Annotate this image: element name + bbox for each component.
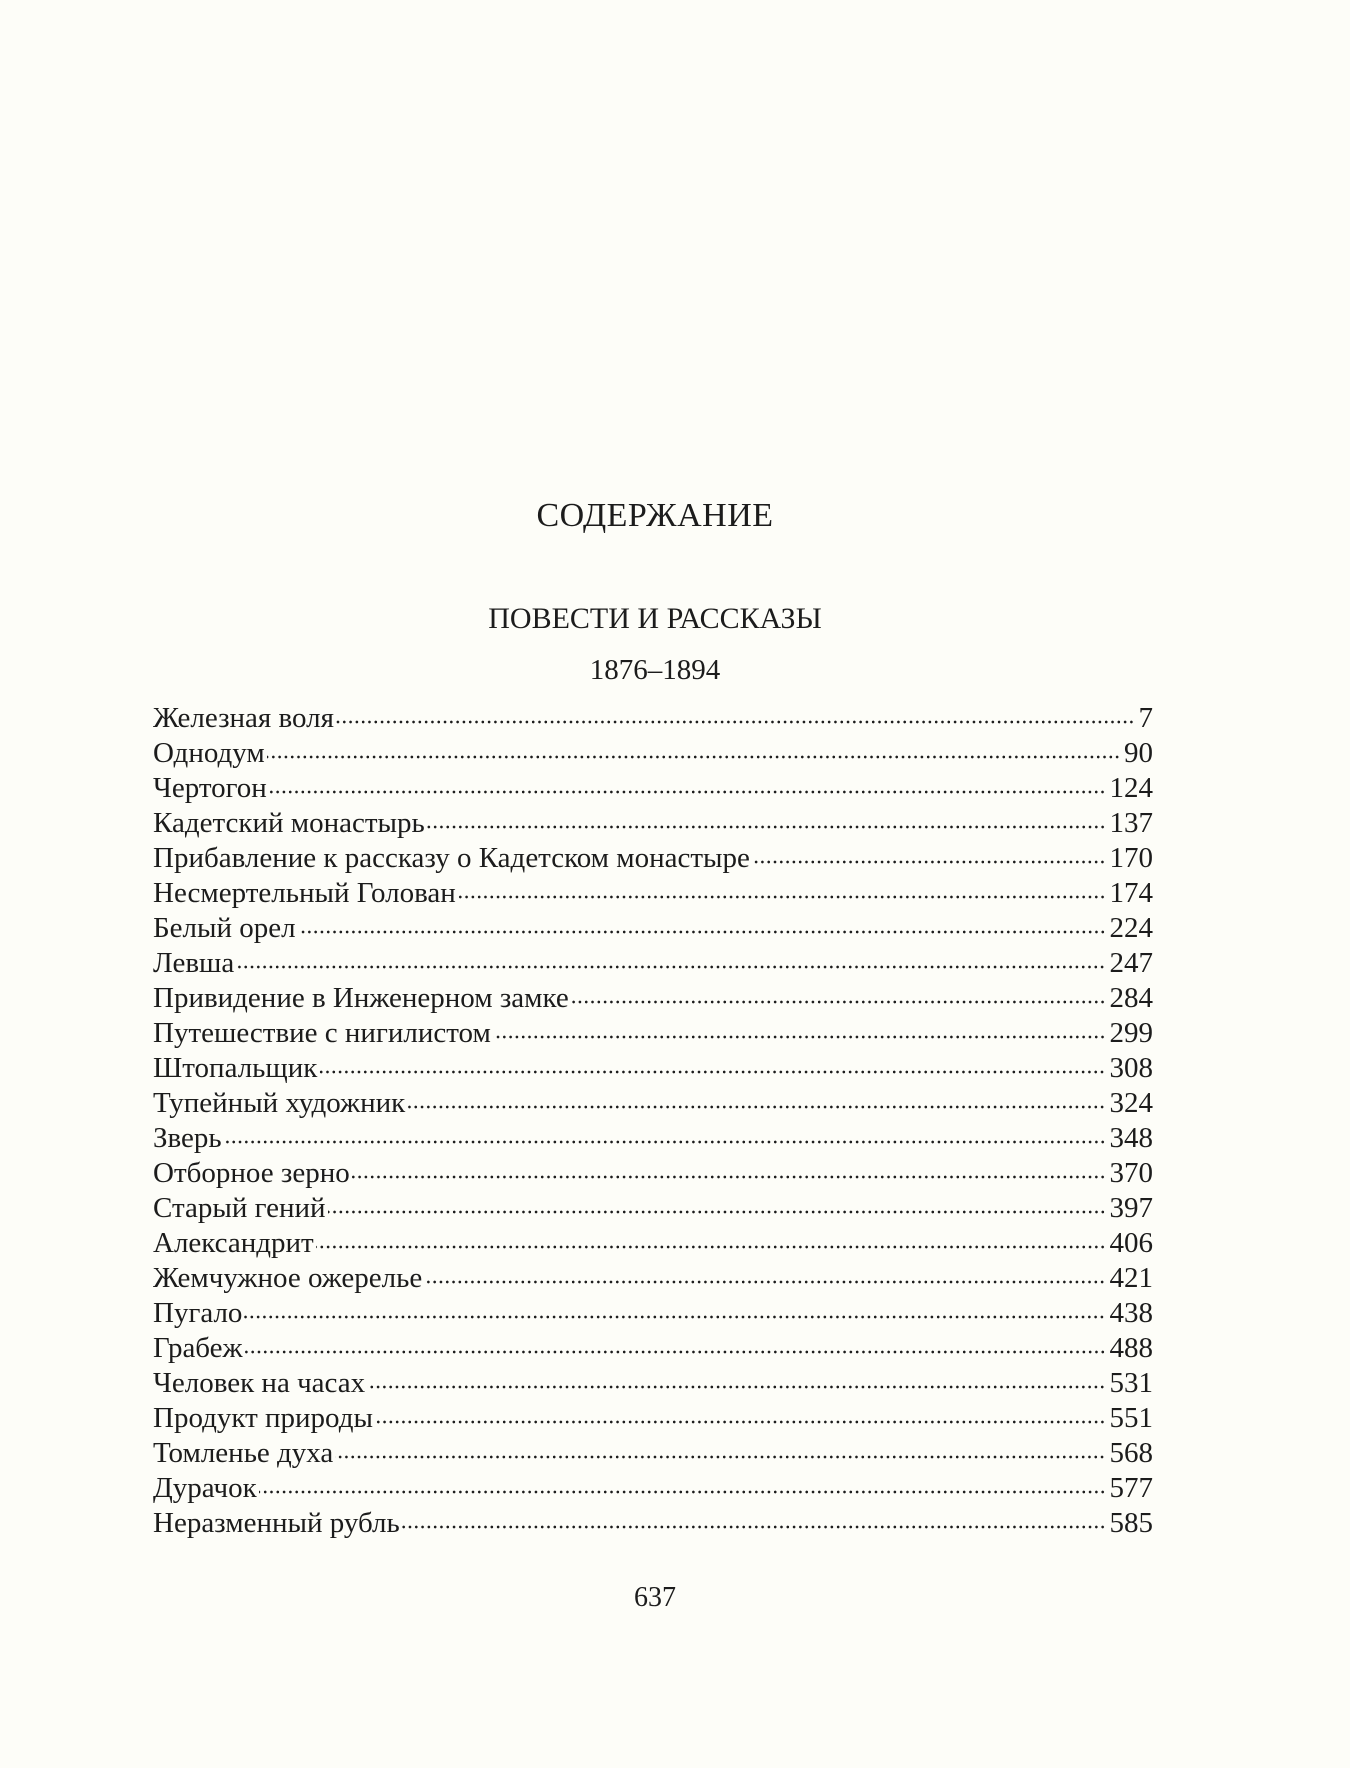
toc-entry[interactable] bbox=[153, 841, 1153, 876]
dot-leader bbox=[236, 965, 1105, 969]
toc-entry[interactable] bbox=[153, 1366, 1153, 1401]
dot-leader bbox=[375, 1420, 1106, 1424]
toc-entry-title: Дурачок bbox=[153, 1472, 257, 1504]
toc-entry[interactable] bbox=[153, 736, 1153, 771]
dot-leader bbox=[571, 1000, 1106, 1004]
toc-entry[interactable] bbox=[153, 1261, 1153, 1296]
toc-entry-title: Жемчужное ожерелье bbox=[153, 1262, 423, 1294]
dot-leader bbox=[319, 1070, 1105, 1074]
toc-entry-title: Отборное зерно bbox=[153, 1157, 350, 1189]
dot-leader bbox=[244, 1315, 1105, 1319]
dot-leader bbox=[269, 790, 1106, 794]
toc-entry-title: Привидение в Инженерном замке bbox=[153, 982, 569, 1014]
dot-leader bbox=[316, 1245, 1106, 1249]
dot-leader bbox=[424, 1280, 1105, 1284]
toc-entry[interactable] bbox=[153, 1121, 1153, 1156]
dot-leader bbox=[224, 1140, 1106, 1144]
toc-entry-page: 137 bbox=[1109, 807, 1153, 839]
toc-entry-title: Белый орел bbox=[153, 912, 296, 944]
section-title: ПОВЕСТИ И РАССКАЗЫ bbox=[488, 602, 822, 635]
table-of-contents bbox=[153, 701, 1153, 1541]
toc-entry-page: 224 bbox=[1109, 912, 1153, 944]
toc-entry-page: 90 bbox=[1124, 737, 1153, 769]
dot-leader bbox=[402, 1525, 1106, 1529]
toc-entry[interactable] bbox=[153, 1471, 1153, 1506]
toc-entry[interactable] bbox=[153, 1436, 1153, 1471]
toc-entry-title: Однодум bbox=[153, 737, 265, 769]
dot-leader bbox=[493, 1035, 1106, 1039]
dot-leader bbox=[367, 1385, 1105, 1389]
toc-entry[interactable] bbox=[153, 1296, 1153, 1331]
toc-entry-page: 370 bbox=[1109, 1157, 1153, 1189]
toc-entry-page: 299 bbox=[1109, 1017, 1153, 1049]
toc-entry-page: 438 bbox=[1109, 1297, 1153, 1329]
toc-entry-title: Человек на часах bbox=[153, 1367, 366, 1399]
toc-entry-page: 568 bbox=[1109, 1437, 1153, 1469]
toc-entry-title: Чертогон bbox=[153, 772, 267, 804]
toc-entry-title: Несмертельный Голован bbox=[153, 877, 456, 909]
toc-entry-title: Штопальщик bbox=[153, 1052, 318, 1084]
toc-entry[interactable] bbox=[153, 1226, 1153, 1261]
toc-entry-page: 551 bbox=[1109, 1402, 1153, 1434]
dot-leader bbox=[752, 860, 1106, 864]
toc-entry-title: Грабеж bbox=[153, 1332, 243, 1364]
toc-entry[interactable] bbox=[153, 1401, 1153, 1436]
toc-entry[interactable] bbox=[153, 1506, 1153, 1541]
dot-leader bbox=[259, 1490, 1106, 1494]
toc-entry-title: Зверь bbox=[153, 1122, 222, 1154]
page-number: 637 bbox=[634, 1582, 676, 1613]
dot-leader bbox=[407, 1105, 1105, 1109]
toc-entry-title: Пугало bbox=[153, 1297, 243, 1329]
toc-entry-title: Продукт природы bbox=[153, 1402, 373, 1434]
dot-leader bbox=[328, 1210, 1106, 1214]
toc-entry-page: 324 bbox=[1109, 1087, 1153, 1119]
dot-leader bbox=[427, 825, 1106, 829]
toc-entry-title: Тупейный художник bbox=[153, 1087, 406, 1119]
toc-entry-page: 170 bbox=[1109, 842, 1153, 874]
toc-entry[interactable] bbox=[153, 876, 1153, 911]
toc-entry[interactable] bbox=[153, 1051, 1153, 1086]
toc-entry-page: 421 bbox=[1109, 1262, 1153, 1294]
toc-entry[interactable] bbox=[153, 1156, 1153, 1191]
toc-entry-title: Прибавление к рассказу о Кадетском монастыре bbox=[153, 842, 750, 874]
page-title: СОДЕРЖАНИЕ bbox=[536, 497, 774, 534]
toc-entry-page: 406 bbox=[1109, 1227, 1153, 1259]
toc-entry[interactable] bbox=[153, 1086, 1153, 1121]
toc-entry-page: 284 bbox=[1109, 982, 1153, 1014]
dot-leader bbox=[458, 895, 1106, 899]
toc-entry-page: 348 bbox=[1109, 1122, 1153, 1154]
dot-leader bbox=[335, 1455, 1105, 1459]
toc-entry[interactable] bbox=[153, 1331, 1153, 1366]
toc-entry[interactable] bbox=[153, 701, 1153, 736]
toc-entry-page: 308 bbox=[1109, 1052, 1153, 1084]
toc-entry-page: 124 bbox=[1109, 772, 1153, 804]
toc-entry-title: Кадетский монастырь bbox=[153, 807, 425, 839]
dot-leader bbox=[336, 720, 1135, 724]
toc-entry-page: 7 bbox=[1138, 702, 1153, 734]
dot-leader bbox=[352, 1175, 1106, 1179]
toc-entry-title: Железная воля bbox=[153, 702, 334, 734]
toc-entry-page: 577 bbox=[1109, 1472, 1153, 1504]
toc-entry-page: 531 bbox=[1109, 1367, 1153, 1399]
toc-entry[interactable] bbox=[153, 806, 1153, 841]
toc-entry-page: 174 bbox=[1109, 877, 1153, 909]
section-years: 1876–1894 bbox=[589, 654, 721, 686]
toc-entry-title: Старый гений bbox=[153, 1192, 326, 1224]
dot-leader bbox=[245, 1350, 1106, 1354]
dot-leader bbox=[267, 755, 1120, 759]
toc-entry[interactable] bbox=[153, 946, 1153, 981]
toc-entry-page: 247 bbox=[1109, 947, 1153, 979]
toc-entry[interactable] bbox=[153, 1016, 1153, 1051]
toc-entry-title: Томленье духа bbox=[153, 1437, 334, 1469]
toc-entry-title: Александрит bbox=[153, 1227, 314, 1259]
toc-entry-page: 488 bbox=[1109, 1332, 1153, 1364]
toc-entry-page: 397 bbox=[1109, 1192, 1153, 1224]
toc-entry-title: Неразменный рубль bbox=[153, 1507, 400, 1539]
toc-entry-page: 585 bbox=[1109, 1507, 1153, 1539]
toc-entry[interactable] bbox=[153, 911, 1153, 946]
dot-leader bbox=[298, 930, 1106, 934]
toc-entry-title: Путешествие с нигилистом bbox=[153, 1017, 491, 1049]
toc-entry[interactable] bbox=[153, 1191, 1153, 1226]
toc-entry-title: Левша bbox=[153, 947, 235, 979]
toc-entry[interactable] bbox=[153, 981, 1153, 1016]
toc-entry[interactable] bbox=[153, 771, 1153, 806]
